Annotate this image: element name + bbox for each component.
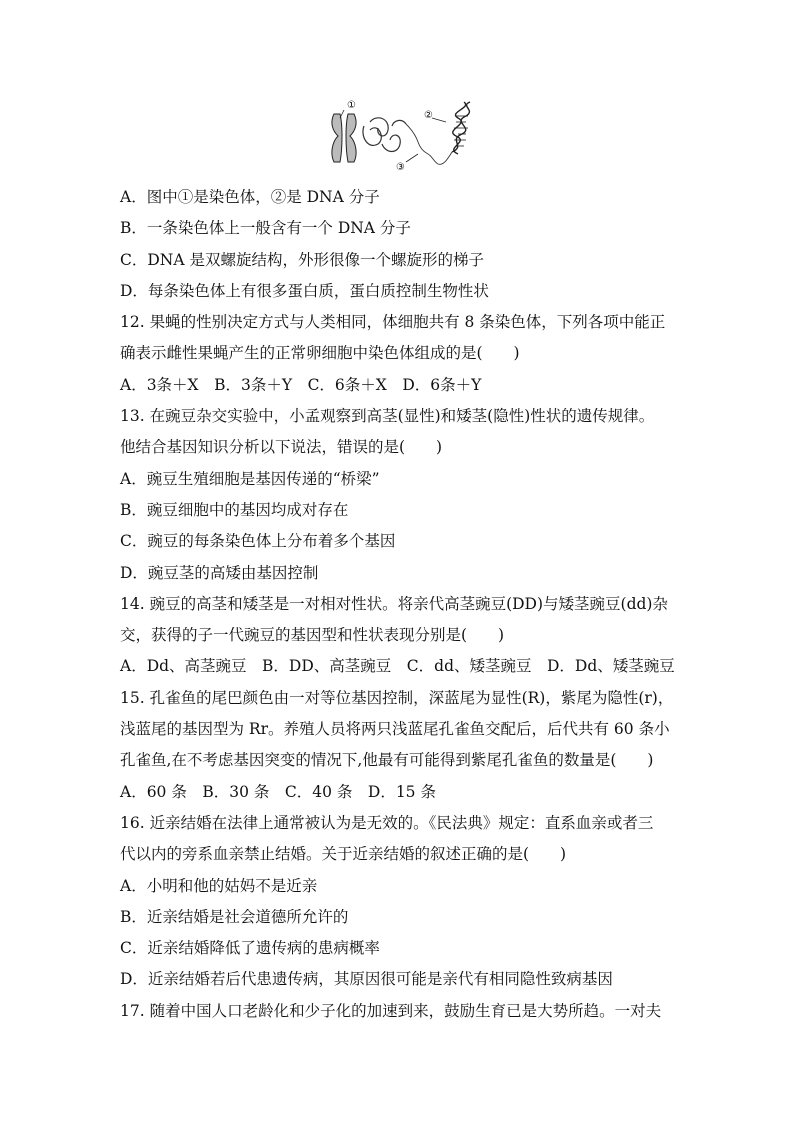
- question-content: [120, 182, 680, 1027]
- options-line: A．60 条 B．30 条 C．40 条 D．15 条: [120, 782, 436, 801]
- chromosome-dna-diagram: [320, 96, 480, 176]
- question-stem-cont: 他结合基因知识分析以下说法，错误的是( ): [120, 438, 443, 457]
- question-15: [120, 683, 680, 808]
- question-stem-cont: 交，获得的子一代豌豆的基因型和性状表现分别是( ): [120, 626, 505, 645]
- chromosome-dna-figure: [320, 96, 480, 176]
- label-3: ③: [396, 162, 405, 173]
- option-b: B．豌豆细胞中的基因均成对存在: [120, 500, 349, 519]
- option-a: A．豌豆生殖细胞是基因传递的“桥梁”: [120, 469, 380, 488]
- options-line: A．Dd、高茎豌豆 B．DD、高茎豌豆 C．dd、矮茎豌豆 D．Dd、矮茎豌豆: [120, 657, 675, 676]
- option-a: A．小明和他的姑妈不是近亲: [120, 876, 318, 895]
- options-line: A．3条＋X B．3条＋Y C．6条＋X D．6条＋Y: [120, 375, 482, 394]
- label-2: ②: [424, 110, 433, 121]
- question-stem: 13. 在豌豆杂交实验中，小孟观察到高茎(显性)和矮茎(隐性)性状的遗传规律。: [120, 407, 655, 426]
- option-c: C．豌豆的每条染色体上分布着多个基因: [120, 532, 396, 551]
- question-stem-cont: 浅蓝尾的基因型为 Rr。养殖人员将两只浅蓝尾孔雀鱼交配后，后代共有 60 条小: [120, 720, 670, 739]
- option-b: B．一条染色体上一般含有一个 DNA 分子: [120, 219, 411, 238]
- option-d: D．每条染色体上有很多蛋白质，蛋白质控制生物性状: [120, 281, 489, 300]
- option-b: B．近亲结婚是社会道德所允许的: [120, 907, 349, 926]
- question-stem: 12. 果蝇的性别决定方式与人类相同，体细胞共有 8 条染色体，下列各项中能正: [120, 313, 666, 332]
- question-stem-cont: 孔雀鱼,在不考虑基因突变的情况下,他最有可能得到紫尾孔雀鱼的数量是( ): [120, 751, 654, 770]
- chromosome-shape: [332, 114, 356, 162]
- question-stem-cont: 确表示雌性果蝇产生的正常卵细胞中染色体组成的是( ): [120, 344, 520, 363]
- option-c: C．DNA 是双螺旋结构，外形很像一个螺旋形的梯子: [120, 250, 484, 269]
- question-stem-cont: 代以内的旁系血亲禁止结婚。关于近亲结婚的叙述正确的是( ): [120, 845, 567, 864]
- chromatin-loops: [363, 118, 406, 152]
- question-13: [120, 401, 680, 589]
- option-a: A．图中①是染色体，②是 DNA 分子: [120, 188, 380, 206]
- option-c: C．近亲结婚降低了遗传病的患病概率: [120, 939, 380, 958]
- question-17: [120, 996, 680, 1027]
- dna-strand: [406, 124, 452, 164]
- question-stem: 14. 豌豆的高茎和矮茎是一对相对性状。将亲代高茎豌豆(DD)与矮茎豌豆(dd)杂: [120, 594, 668, 613]
- question-stem: 16. 近亲结婚在法律上通常被认为是无效的。《民法典》规定：直系血亲或者三: [120, 813, 654, 832]
- question-12: [120, 307, 680, 401]
- label-1: ①: [347, 100, 356, 111]
- option-d: D．豌豆茎的高矮由基因控制: [120, 563, 319, 582]
- question-stem: 15. 孔雀鱼的尾巴颜色由一对等位基因控制，深蓝尾为显性(R)，紫尾为隐性(r)，: [120, 688, 674, 707]
- option-d: D．近亲结婚若后代患遗传病，其原因很可能是亲代有相同隐性致病基因: [120, 970, 613, 989]
- question-16: [120, 808, 680, 996]
- question-stem: 17. 随着中国人口老龄化和少子化的加速到来，鼓励生育已是大势所趋。一对夫: [120, 1001, 662, 1020]
- q11-options: [120, 182, 680, 307]
- question-14: [120, 589, 680, 683]
